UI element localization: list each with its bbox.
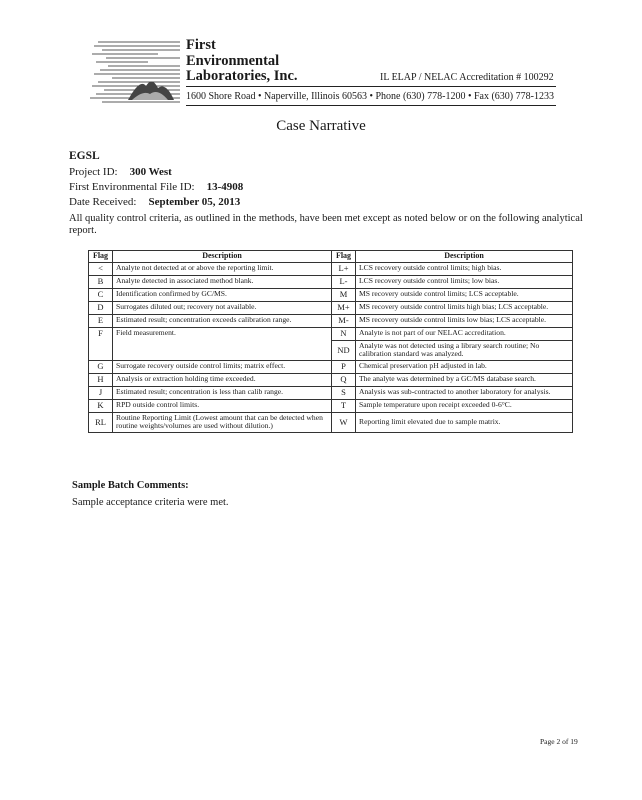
flag-code: M+ [332, 301, 356, 314]
table-row [89, 373, 573, 386]
header-divider [186, 86, 556, 87]
table-row [89, 327, 573, 340]
date-received-label: Date Received: [69, 196, 137, 208]
client-name: EGSL [69, 150, 100, 162]
company-logo-icon [88, 38, 183, 106]
flag-code: J [89, 386, 113, 399]
flag-description: Surrogates diluted out; recovery not available. [113, 301, 332, 314]
flag-description: The analyte was determined by a GC/MS database search. [356, 373, 573, 386]
description-header-right: Description [356, 251, 573, 263]
flag-code: RL [89, 412, 113, 432]
date-received-value: September 05, 2013 [148, 196, 241, 208]
flag-code: < [89, 262, 113, 275]
file-id-label: First Environmental File ID: [69, 181, 195, 193]
flag-description: RPD outside control limits. [113, 399, 332, 412]
address-divider [186, 105, 556, 106]
flag-code: L+ [332, 262, 356, 275]
flag-code: T [332, 399, 356, 412]
flag-description: Analyte was not detected using a library search routine; No calibration standard was analyzed. [356, 340, 573, 360]
flag-description: Estimated result; concentration is less than calib range. [113, 386, 332, 399]
flag-description: Estimated result; concentration exceeds calibration range. [113, 314, 332, 327]
batch-comments-title: Sample Batch Comments: [72, 480, 189, 491]
flag-description: LCS recovery outside control limits; high bias. [356, 262, 573, 275]
flag-description: Chemical preservation pH adjusted in lab. [356, 360, 573, 373]
flag-code: L- [332, 275, 356, 288]
table-row [89, 399, 573, 412]
accreditation: IL ELAP / NELAC Accreditation # 100292 [380, 72, 554, 83]
flag-code: N [332, 327, 356, 340]
flag-code: G [89, 360, 113, 373]
company-name-line1: First [186, 37, 216, 53]
flag-description: Analysis was sub-contracted to another laboratory for analysis. [356, 386, 573, 399]
flag-code: K [89, 399, 113, 412]
flag-code: M- [332, 314, 356, 327]
flag-code: W [332, 412, 356, 432]
batch-comments-text: Sample acceptance criteria were met. [72, 497, 229, 508]
flag-description: Identification confirmed by GC/MS. [113, 288, 332, 301]
flag-description: MS recovery outside control limits; LCS acceptable. [356, 288, 573, 301]
flag-code: M [332, 288, 356, 301]
flag-code: B [89, 275, 113, 288]
flag-code: Q [332, 373, 356, 386]
flag-description: LCS recovery outside control limits; low bias. [356, 275, 573, 288]
page-title: Case Narrative [276, 118, 366, 134]
company-name-line3: Laboratories, Inc. [186, 68, 298, 84]
table-row [89, 275, 573, 288]
flag-code: ND [332, 340, 356, 360]
company-name [186, 38, 298, 85]
date-received [69, 196, 240, 208]
page-number: Page 2 of 19 [540, 737, 578, 746]
flag-code: D [89, 301, 113, 314]
company-address: 1600 Shore Road • Naperville, Illinois 60563 • Phone (630) 778-1200 • Fax (630) 778-1233 [186, 91, 554, 102]
table-row [89, 262, 573, 275]
flag-code: C [89, 288, 113, 301]
flag-table [88, 250, 573, 433]
flag-description: Reporting limit elevated due to sample matrix. [356, 412, 573, 432]
flag-description: Field measurement. [113, 327, 332, 360]
table-row [89, 288, 573, 301]
flag-description: MS recovery outside control limits low bias; LCS acceptable. [356, 314, 573, 327]
table-row [89, 360, 573, 373]
flag-table-header [89, 251, 573, 263]
intro-text: All quality control criteria, as outlined in the methods, have been met except as noted below or on the following analytical report. [69, 213, 583, 236]
flag-description: Analyte not detected at or above the reporting limit. [113, 262, 332, 275]
table-row [89, 314, 573, 327]
flag-code: E [89, 314, 113, 327]
flag-description: Analyte detected in associated method blank. [113, 275, 332, 288]
project-id [69, 166, 172, 178]
company-name-line2: Environmental [186, 52, 280, 69]
flag-header-left: Flag [89, 251, 113, 263]
table-row [89, 386, 573, 399]
table-row [89, 412, 573, 432]
description-header-left: Description [113, 251, 332, 263]
file-id-value: 13-4908 [206, 181, 244, 193]
flag-code: S [332, 386, 356, 399]
flag-code: H [89, 373, 113, 386]
flag-description: Surrogate recovery outside control limits; matrix effect. [113, 360, 332, 373]
flag-code: P [332, 360, 356, 373]
flag-description: Analysis or extraction holding time exceeded. [113, 373, 332, 386]
flag-code: F [89, 327, 113, 360]
flag-description: Routine Reporting Limit (Lowest amount that can be detected when routine weights/volumes are used without dilution.) [113, 412, 332, 432]
project-id-label: Project ID: [69, 166, 118, 178]
flag-header-right: Flag [332, 251, 356, 263]
flag-description: MS recovery outside control limits high bias; LCS acceptable. [356, 301, 573, 314]
project-id-value: 300 West [129, 166, 172, 178]
file-id [69, 181, 243, 193]
flag-description: Analyte is not part of our NELAC accreditation. [356, 327, 573, 340]
flag-description: Sample temperature upon receipt exceeded 0-6°C. [356, 399, 573, 412]
table-row [89, 301, 573, 314]
